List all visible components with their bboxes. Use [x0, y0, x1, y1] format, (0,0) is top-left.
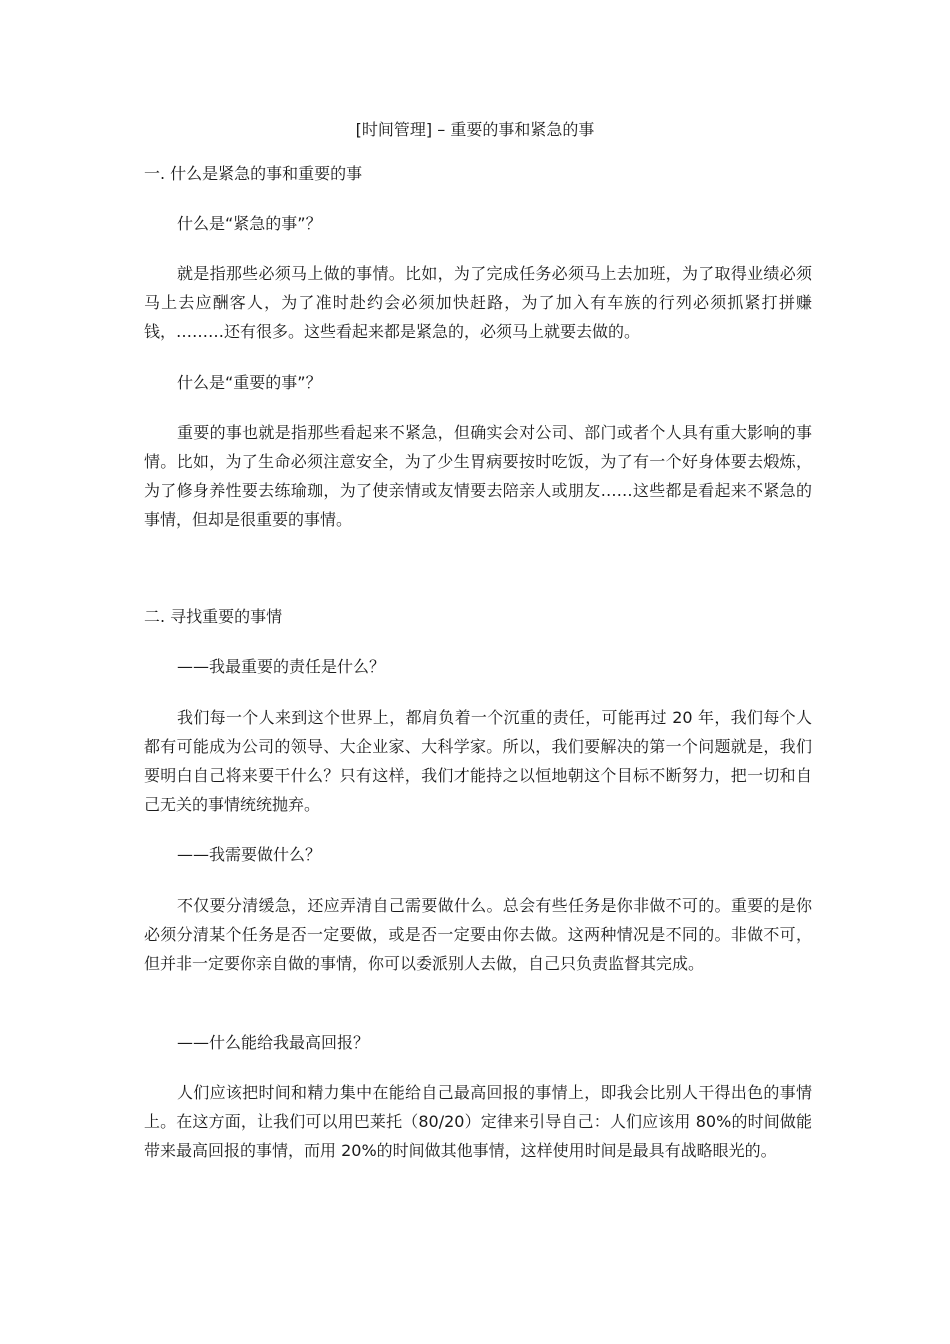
section-heading-1: 一. 什么是紧急的事和重要的事 — [144, 164, 363, 183]
paragraph-urgent-definition: 就是指那些必须马上做的事情。比如，为了完成任务必须马上去加班，为了取得业绩必须马上去应酬客人，为了准时赴约会必须加快赶路，为了加入有车族的行列必须抓紧打拼赚钱，………还有很多。这些看起来都是紧急的，必须马上就要去做的。 — [144, 264, 812, 341]
section-heading-2: 二. 寻找重要的事情 — [144, 607, 283, 626]
document-title: [时间管理] – 重要的事和紧急的事 — [355, 120, 595, 139]
paragraph-what-to-do: 不仅要分清缓急，还应弄清自己需要做什么。总会有些任务是你非做不可的。重要的是你必须分清某个任务是否一定要做，或是否一定要由你去做。这两种情况是不同的。非做不可，但并非一定要你亲自做的事情，你可以委派别人去做，自己只负责监督其完成。 — [144, 896, 812, 973]
question-urgent: 什么是“紧急的事”？ — [177, 214, 322, 233]
paragraph-important-definition: 重要的事也就是指那些看起来不紧急，但确实会对公司、部门或者个人具有重大影响的事情。比如，为了生命必须注意安全，为了少生胃病要按时吃饭，为了有一个好身体要去煅炼，为了修身养性要去练瑜珈，为了使亲情或友情要去陪亲人或朋友……这些都是看起来不紧急的事情，但却是很重要的事情。 — [144, 423, 812, 529]
question-what-to-do: ——我需要做什么？ — [177, 845, 322, 864]
question-responsibility: ——我最重要的责任是什么？ — [177, 657, 386, 676]
question-important: 什么是“重要的事”？ — [177, 373, 322, 392]
paragraph-highest-return: 人们应该把时间和精力集中在能给自己最高回报的事情上，即我会比别人干得出色的事情上。在这方面，让我们可以用巴莱托（80/20）定律来引导自己：人们应该用 80%的时间做能带来最高回报的事情，而用 20%的时间做其他事情，这样使用时间是最具有战略眼光的。 — [144, 1083, 812, 1160]
question-highest-return: ——什么能给我最高回报？ — [177, 1033, 370, 1052]
paragraph-responsibility: 我们每一个人来到这个世界上，都肩负着一个沉重的责任，可能再过 20 年，我们每个人都有可能成为公司的领导、大企业家、大科学家。所以，我们要解决的第一个问题就是，我们要明白自己将来要干什么？只有这样，我们才能持之以恒地朝这个目标不断努力，把一切和自己无关的事情统统抛弃。 — [144, 708, 812, 814]
